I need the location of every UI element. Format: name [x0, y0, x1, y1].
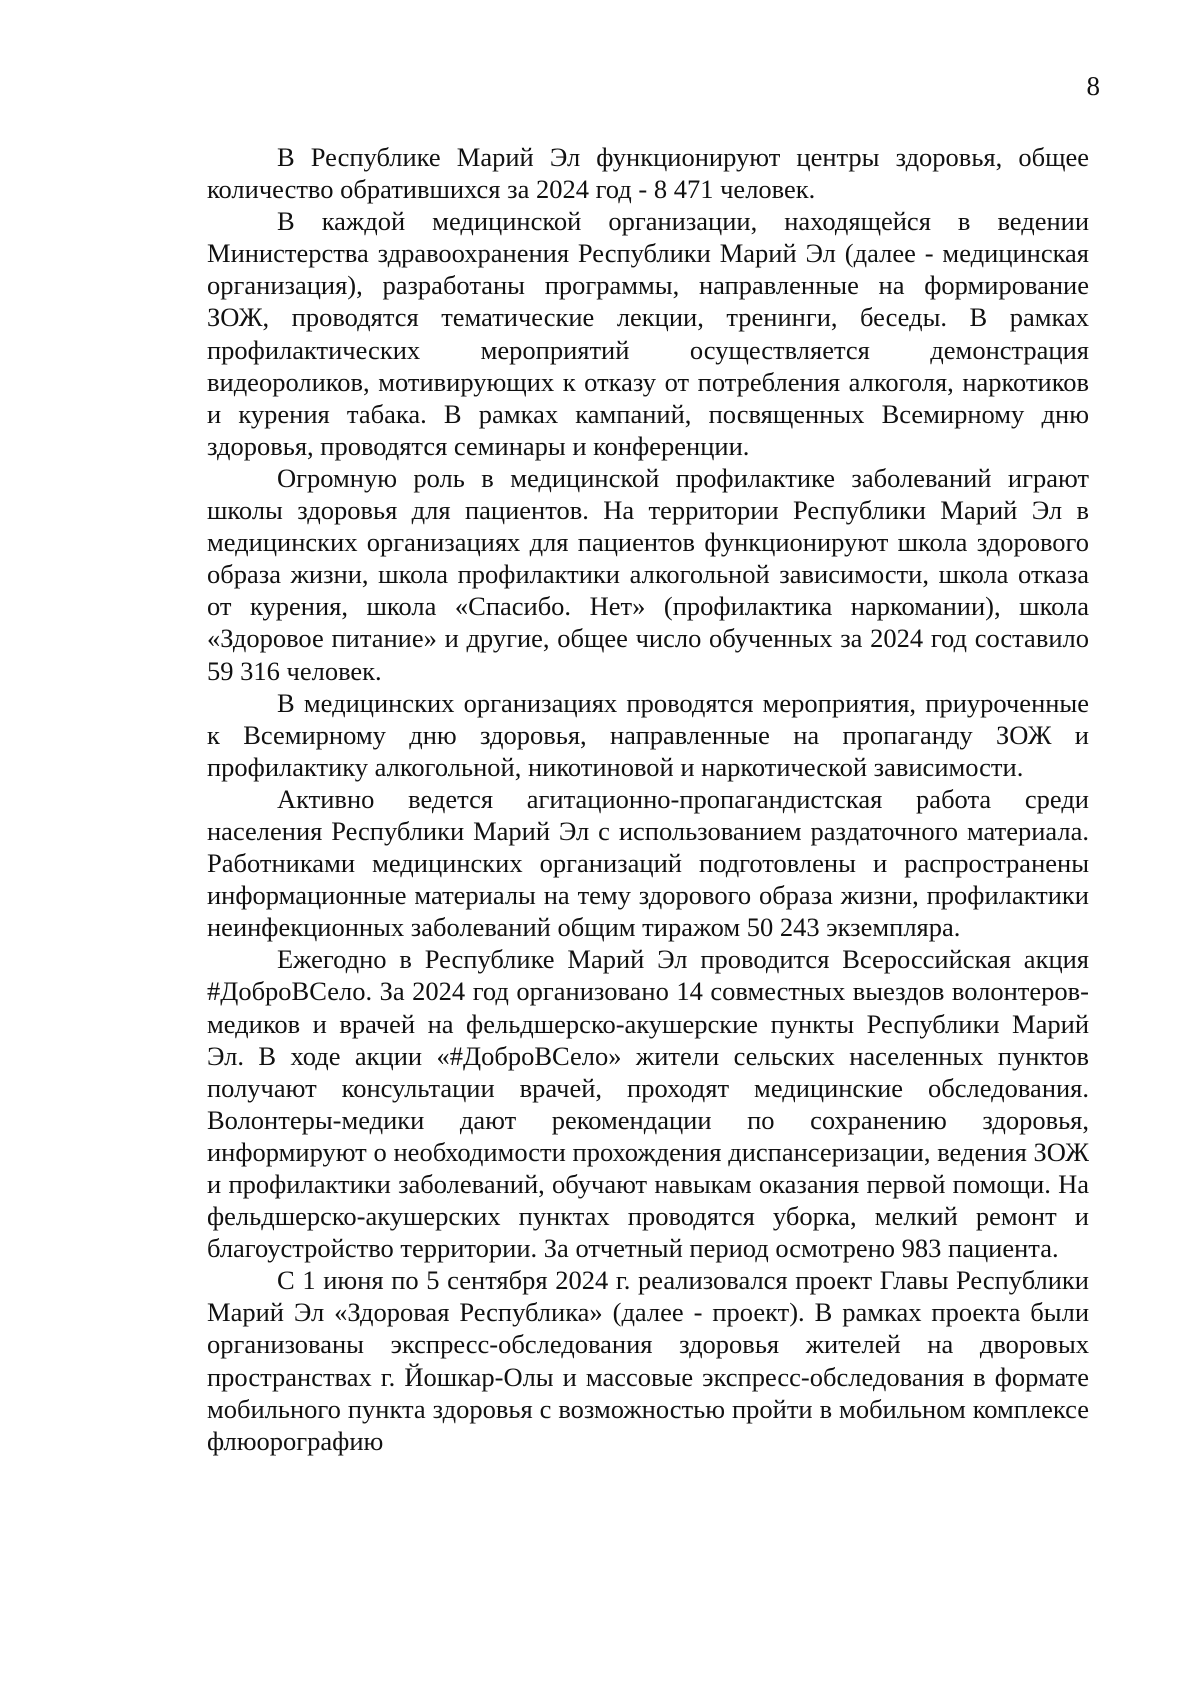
- paragraph-world-health-day-events: В медицинских организациях проводятся мероприятия, приуроченные к Всемирному дню здоровья, направленные на пропаганду ЗОЖ и профилактику алкогольной, никотиновой и наркотической зависимости.: [207, 687, 1089, 782]
- paragraph-health-centers: В Республике Марий Эл функционируют центры здоровья, общее количество обратившихся за 2024 год - 8 471 человек.: [207, 142, 1089, 205]
- page-number: 8: [1086, 71, 1100, 101]
- paragraph-campaign-materials: Активно ведется агитационно-пропагандистская работа среди населения Республики Марий Эл с использованием раздаточного материала. Работниками медицинских организаций подготовлены и распространены информационные материалы на тему здорового образа жизни, профилактики неинфекционных заболеваний общим тиражом 50 243 экземпляра.: [207, 783, 1089, 943]
- paragraph-healthy-republic-project: С 1 июня по 5 сентября 2024 г. реализовался проект Главы Республики Марий Эл «Здоровая Республика» (далее - проект). В рамках проекта были организованы экспресс-обследования здоровья жителей на дворовых пространствах г. Йошкар-Олы и массовые экспресс-обследования в формате мобильного пункта здоровья с возможностью пройти в мобильном комплексе флюорографию: [207, 1265, 1089, 1456]
- document-body: [207, 141, 1089, 1457]
- paragraph-dobrovselo-campaign: Ежегодно в Республике Марий Эл проводится Всероссийская акция #ДоброВСело. За 2024 год организовано 14 совместных выездов волонтеров-медиков и врачей на фельдшерско-акушерские пункты Республики Марий Эл. В ходе акции «#ДоброВСело» жители сельских населенных пунктов получают консультации врачей, проходят медицинские обследования. Волонтеры-медики дают рекомендации по сохранению здоровья, информируют о необходимости прохождения диспансеризации, ведения ЗОЖ и профилактики заболеваний, обучают навыкам оказания первой помощи. На фельдшерско-акушерских пунктах проводятся уборка, мелкий ремонт и благоустройство территории. За отчетный период осмотрено 983 пациента.: [207, 944, 1089, 1264]
- paragraph-healthy-lifestyle-programs: В каждой медицинской организации, находящейся в ведении Министерства здравоохранения Республики Марий Эл (далее - медицинская организация), разработаны программы, направленные на формирование ЗОЖ, проводятся тематические лекции, тренинги, беседы. В рамках профилактических мероприятий осуществляется демонстрация видеороликов, мотивирующих к отказу от потребления алкоголя, наркотиков и курения табака. В рамках кампаний, посвященных Всемирному дню здоровья, проводятся семинары и конференции.: [207, 206, 1089, 461]
- paragraph-health-schools: Огромную роль в медицинской профилактике заболеваний играют школы здоровья для пациентов. На территории Республики Марий Эл в медицинских организациях для пациентов функционируют школа здорового образа жизни, школа профилактики алкогольной зависимости, школа отказа от курения, школа «Спасибо. Нет» (профилактика наркомании), школа «Здоровое питание» и другие, общее число обученных за 2024 год составило 59 316 человек.: [207, 462, 1089, 686]
